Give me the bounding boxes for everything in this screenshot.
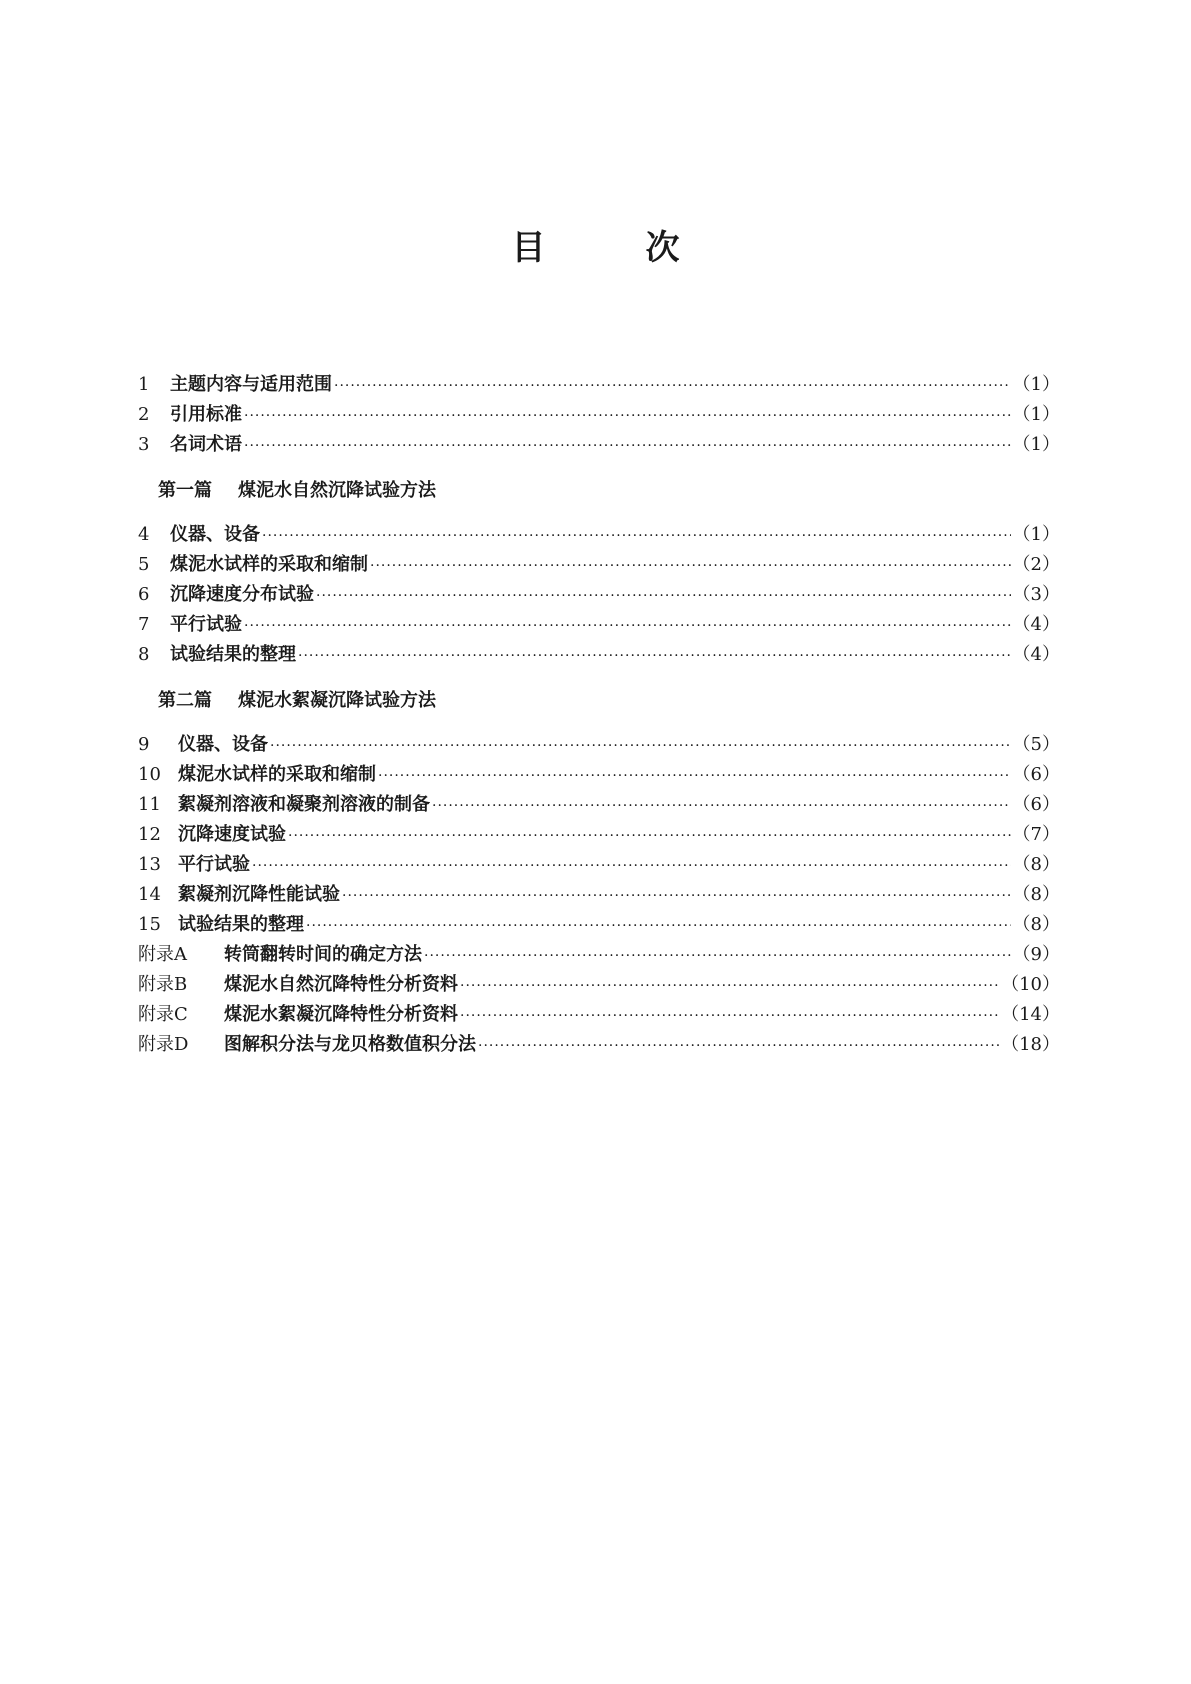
entry-page: （14） bbox=[1001, 1004, 1060, 1025]
dot-leader bbox=[432, 791, 1011, 821]
entry-title: 引用标准 bbox=[170, 404, 242, 425]
dot-leader bbox=[306, 911, 1011, 941]
dot-leader bbox=[244, 431, 1011, 461]
entry-page: （5） bbox=[1012, 734, 1060, 755]
dot-leader bbox=[316, 581, 1011, 611]
entry-page: （3） bbox=[1012, 584, 1060, 605]
entry-title: 絮凝剂溶液和凝聚剂溶液的制备 bbox=[178, 794, 430, 815]
entry-number: 2 bbox=[138, 404, 150, 425]
dot-leader bbox=[378, 761, 1011, 791]
dot-leader bbox=[244, 401, 1011, 431]
entry-page: （6） bbox=[1012, 794, 1060, 815]
dot-leader bbox=[370, 551, 1011, 581]
entry-number: 7 bbox=[138, 614, 150, 635]
dot-leader bbox=[244, 611, 1011, 641]
entry-page: （7） bbox=[1012, 824, 1060, 845]
entry-title: 试验结果的整理 bbox=[170, 644, 296, 665]
part-label: 第一篇 bbox=[158, 480, 212, 501]
entry-number: 附录D bbox=[138, 1034, 189, 1055]
dot-leader bbox=[252, 851, 1011, 881]
entry-title: 名词术语 bbox=[170, 434, 242, 455]
entry-page: （8） bbox=[1012, 914, 1060, 935]
entry-number: 13 bbox=[138, 854, 161, 875]
part-heading-2 bbox=[158, 686, 1060, 716]
toc-entry[interactable] bbox=[138, 1000, 1060, 1030]
entry-number: 附录B bbox=[138, 974, 188, 995]
toc-entry[interactable] bbox=[138, 940, 1060, 970]
entry-title: 煤泥水絮凝沉降特性分析资料 bbox=[224, 1004, 458, 1025]
part-heading-1 bbox=[158, 476, 1060, 506]
entry-number: 附录C bbox=[138, 1004, 188, 1025]
entry-title: 平行试验 bbox=[170, 614, 242, 635]
toc-entry[interactable] bbox=[138, 730, 1060, 760]
entry-page: （1） bbox=[1012, 404, 1060, 425]
entry-number: 15 bbox=[138, 914, 161, 935]
title-char-2: 次 bbox=[645, 228, 680, 268]
entry-page: （10） bbox=[1001, 974, 1060, 995]
toc-entry[interactable] bbox=[138, 1030, 1060, 1060]
toc-entry[interactable] bbox=[138, 760, 1060, 790]
entry-page: （8） bbox=[1012, 854, 1060, 875]
entry-title: 试验结果的整理 bbox=[178, 914, 304, 935]
toc-entry[interactable] bbox=[138, 640, 1060, 670]
dot-leader bbox=[262, 521, 1011, 551]
toc-entry[interactable] bbox=[138, 910, 1060, 940]
entry-title: 平行试验 bbox=[178, 854, 250, 875]
entry-number: 3 bbox=[138, 434, 150, 455]
entry-page: （4） bbox=[1012, 614, 1060, 635]
toc-entry[interactable] bbox=[138, 580, 1060, 610]
entry-page: （8） bbox=[1012, 884, 1060, 905]
toc-entry[interactable] bbox=[138, 850, 1060, 880]
entry-title: 煤泥水试样的采取和缩制 bbox=[178, 764, 376, 785]
toc-entry[interactable] bbox=[138, 970, 1060, 1000]
title-char-1: 目 bbox=[511, 228, 546, 268]
entry-page: （18） bbox=[1001, 1034, 1060, 1055]
entry-number: 9 bbox=[138, 734, 150, 755]
entry-number: 8 bbox=[138, 644, 150, 665]
toc-entry[interactable] bbox=[138, 610, 1060, 640]
entry-number: 6 bbox=[138, 584, 150, 605]
entry-number: 11 bbox=[138, 794, 161, 815]
page-title bbox=[0, 220, 1191, 269]
entry-page: （6） bbox=[1012, 764, 1060, 785]
dot-leader bbox=[460, 971, 999, 1001]
part-title: 煤泥水絮凝沉降试验方法 bbox=[238, 690, 436, 711]
entry-number: 4 bbox=[138, 524, 150, 545]
entry-number: 附录A bbox=[138, 944, 187, 965]
entry-title: 煤泥水自然沉降特性分析资料 bbox=[224, 974, 458, 995]
entry-number: 5 bbox=[138, 554, 150, 575]
table-of-contents bbox=[138, 370, 1060, 1060]
entry-number: 14 bbox=[138, 884, 161, 905]
dot-leader bbox=[298, 641, 1011, 671]
part-title: 煤泥水自然沉降试验方法 bbox=[238, 480, 436, 501]
dot-leader bbox=[288, 821, 1011, 851]
entry-title: 絮凝剂沉降性能试验 bbox=[178, 884, 340, 905]
entry-page: （1） bbox=[1012, 374, 1060, 395]
entry-page: （1） bbox=[1012, 434, 1060, 455]
entry-page: （2） bbox=[1012, 554, 1060, 575]
entry-number: 1 bbox=[138, 374, 150, 395]
part-label: 第二篇 bbox=[158, 690, 212, 711]
entry-number: 12 bbox=[138, 824, 161, 845]
entry-page: （4） bbox=[1012, 644, 1060, 665]
dot-leader bbox=[460, 1001, 999, 1031]
toc-entry[interactable] bbox=[138, 370, 1060, 400]
toc-entry[interactable] bbox=[138, 430, 1060, 460]
entry-title: 沉降速度试验 bbox=[178, 824, 286, 845]
dot-leader bbox=[424, 941, 1011, 971]
toc-entry[interactable] bbox=[138, 520, 1060, 550]
entry-title: 转筒翻转时间的确定方法 bbox=[224, 944, 422, 965]
dot-leader bbox=[270, 731, 1011, 761]
entry-title: 图解积分法与龙贝格数值积分法 bbox=[224, 1034, 476, 1055]
entry-number: 10 bbox=[138, 764, 161, 785]
dot-leader bbox=[334, 371, 1011, 401]
entry-title: 沉降速度分布试验 bbox=[170, 584, 314, 605]
toc-entry[interactable] bbox=[138, 820, 1060, 850]
toc-entry[interactable] bbox=[138, 550, 1060, 580]
toc-entry[interactable] bbox=[138, 400, 1060, 430]
entry-title: 仪器、设备 bbox=[178, 734, 268, 755]
dot-leader bbox=[342, 881, 1011, 911]
entry-title: 仪器、设备 bbox=[170, 524, 260, 545]
entry-page: （9） bbox=[1012, 944, 1060, 965]
toc-entry[interactable] bbox=[138, 790, 1060, 820]
entry-title: 煤泥水试样的采取和缩制 bbox=[170, 554, 368, 575]
dot-leader bbox=[478, 1031, 999, 1061]
entry-title: 主题内容与适用范围 bbox=[170, 374, 332, 395]
entry-page: （1） bbox=[1012, 524, 1060, 545]
toc-entry[interactable] bbox=[138, 880, 1060, 910]
